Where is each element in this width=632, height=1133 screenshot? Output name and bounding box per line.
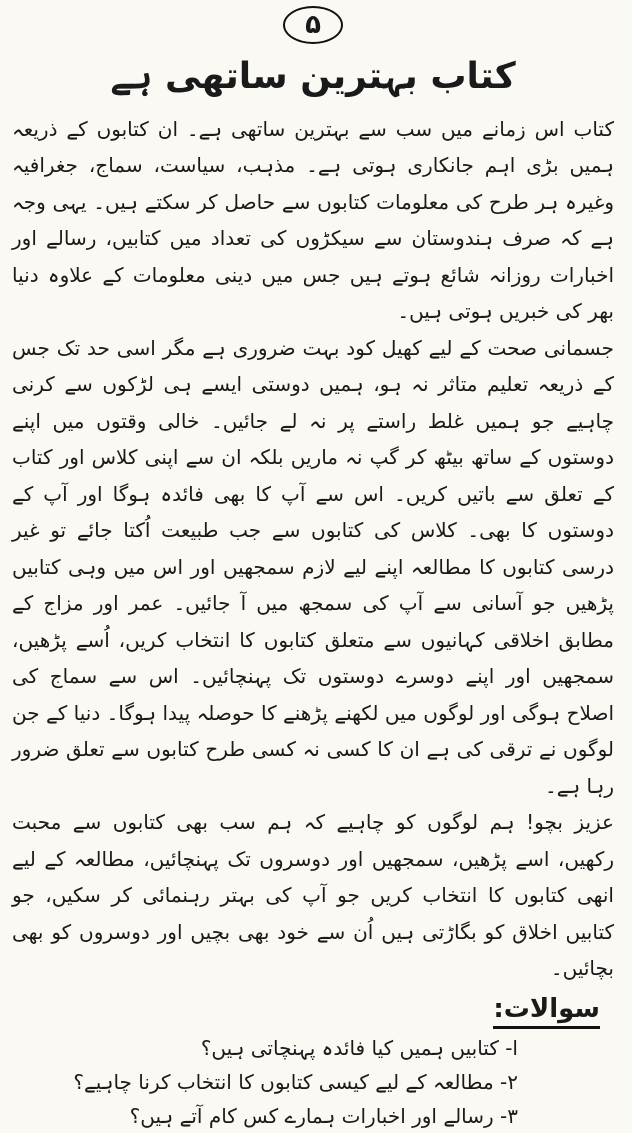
lesson-title: کتاب بہترین ساتھی ہے <box>110 56 516 97</box>
paragraph-3: عزیز بچو! ہم لوگوں کو چاہیے کہ ہم سب بھی کتابوں سے محبت رکھیں، اسے پڑھیں، سمجھیں اور دوسروں تک پہنچائیں، مطالعہ کے لیے انھی کتابوں کا انتخاب کریں جو آپ کی بہتر رہنمائی کر سکیں، جو کتابیں اخلاق کو بگاڑتی ہیں اُن سے خود بھی بچیں اور دوسروں کو بھی بچائیں۔ <box>12 810 614 981</box>
question-1: ا- کتابیں ہمیں کیا فائدہ پہنچاتی ہیں؟ <box>200 1035 518 1060</box>
question-3: ۳- رسالے اور اخبارات ہمارے کس کام آتے ہیں؟ <box>129 1103 518 1128</box>
paragraph-1: کتاب اس زمانے میں سب سے بہترین ساتھی ہے۔ ان کتابوں کے ذریعہ ہمیں بڑی اہم جانکاری ہوتی ہے۔ مذہب، سیاست، سماج، جغرافیہ وغیرہ ہر طرح کی معلومات کتابوں سے حاصل کر سکتے ہیں۔ یہی وجہ ہے کہ صرف ہندوستان سے سیکڑوں کی تعداد میں کتابیں، رسالے اور اخبارات روزانہ شائع ہوتے ہیں جس میں دینی معلومات کے علاوہ دنیا بھر کی خبریں ہوتی ہیں۔ <box>12 116 614 324</box>
page-number: ۵ <box>283 6 343 44</box>
questions-heading: سوالات: <box>12 993 614 1027</box>
paragraph-2: جسمانی صحت کے لیے کھیل کود بہت ضروری ہے مگر اسی حد تک جس کے ذریعہ تعلیم متاثر نہ ہو، ہمیں دوستی ایسے ہی لڑکوں سے کرنی چاہیے جو ہمیں غلط راستے پر نہ لے جائیں۔ خالی وقتوں میں اپنے دوستوں کے ساتھ بیٹھ کر گپ نہ ماریں بلکہ ان سے اپنی کلاس اور کتاب کے تعلق سے باتیں کریں۔ اس سے آپ کا بھی فائدہ ہوگا اور آپ کے دوستوں کا بھی۔ کلاس کی کتابوں سے جب طبیعت اُکتا جائے تو غیر درسی کتابوں کا مطالعہ اپنے لیے لازم سمجھیں اور اس میں وہی کتابیں پڑھیں جو آسانی سے آپ کی سمجھ میں آ جائیں۔ عمر اور مزاج کے مطابق اخلاقی کہانیوں سے متعلق کتابوں کا انتخاب کریں، اُسے پڑھیں، سمجھیں اور اپنے دوسرے دوستوں تک پہنچائیں۔ اس سے سماج کی اصلاح ہوگی اور لوگوں میں لکھنے پڑھنے کا حوصلہ پیدا ہوگا۔ دنیا کے جن لوگوں نے ترقی کی ہے ان کا کسی نہ کسی طرح کتابوں سے تعلق ضرور رہا ہے۔ <box>12 335 614 798</box>
question-2: ۲- مطالعہ کے لیے کیسی کتابوں کا انتخاب کرنا چاہیے؟ <box>73 1069 518 1094</box>
